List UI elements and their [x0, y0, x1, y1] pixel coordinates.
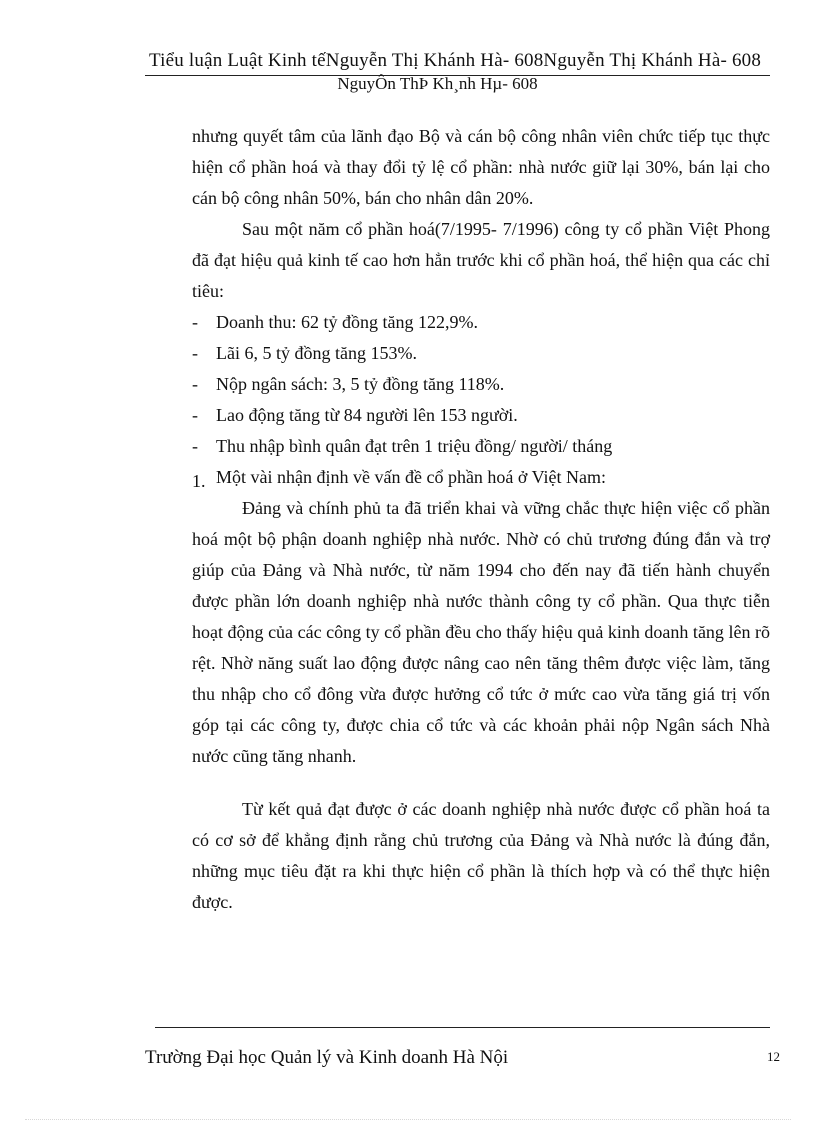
page-footer	[145, 1027, 780, 1068]
list-item	[192, 400, 770, 431]
page-number: 12	[767, 1049, 780, 1064]
bullet-marker: -	[192, 405, 198, 425]
list-item-text: Nộp ngân sách: 3, 5 tỷ đồng tăng 118%.	[216, 374, 505, 394]
bullet-marker: -	[192, 312, 198, 332]
bullet-marker: -	[192, 343, 198, 363]
paragraph-assessment: Đảng và chính phủ ta đã triển khai và vững chắc thực hiện việc cổ phần hoá một bộ phận doanh nghiệp nhà nước. Nhờ có chủ trương đúng đắn và trợ giúp của Đảng và Nhà nước, từ năm 1994 cho đến nay đã tiến hành chuyển được phần lớn doanh nghiệp nhà nước thành công ty cổ phần. Qua thực tiễn hoạt động của các công ty cổ phần đều cho thấy hiệu quả kinh doanh tăng lên rõ rệt. Nhờ năng suất lao động được nâng cao nên tăng thêm được việc làm, tăng thu nhập cho cổ đông vừa được hưởng cổ tức ở mức cao vừa tăng giá trị vốn góp tại các công ty, được chia cổ tức và các khoản phải nộp Ngân sách Nhà nước cũng tăng nhanh.	[192, 498, 770, 766]
list-item	[192, 307, 770, 338]
list-item	[192, 431, 770, 462]
page-header	[145, 50, 770, 94]
list-item-text: Lãi 6, 5 tỷ đồng tăng 153%.	[216, 343, 417, 363]
list-item-text: Doanh thu: 62 tỷ đồng tăng 122,9%.	[216, 312, 478, 332]
list-item-text: Lao động tăng từ 84 người lên 153 người.	[216, 405, 518, 425]
list-item	[192, 369, 770, 400]
paragraph-conclusion: Từ kết quả đạt được ở các doanh nghiệp nhà nước được cổ phần hoá ta có cơ sở để khẳng định rằng chủ trương của Đảng và Nhà nước là đúng đắn, những mục tiêu đặt ra khi thực hiện cổ phần là thích hợp và có thể thực hiện được.	[192, 799, 770, 912]
section-title: Một vài nhận định về vấn đề cổ phần hoá ở Việt Nam:	[216, 467, 607, 487]
list-item-text: Thu nhập bình quân đạt trên 1 triệu đồng/ người/ tháng	[216, 436, 613, 456]
paragraph-results-intro: Sau một năm cổ phần hoá(7/1995- 7/1996) công ty cổ phần Việt Phong đã đạt hiệu quả kinh tế cao hơn hẳn trước khi cổ phần hoá, thể hiện qua các chỉ tiêu:	[192, 219, 770, 301]
paragraph-continuation: nhưng quyết tâm của lãnh đạo Bộ và cán bộ công nhân viên chức tiếp tục thực hiện cổ phần hoá và thay đổi tỷ lệ cổ phần: nhà nước giữ lại 30%, bán lại cho cán bộ công nhân 50%, bán cho nhân dân 20%.	[192, 126, 770, 208]
bullet-marker: -	[192, 436, 198, 456]
page-edge-dots	[25, 1119, 791, 1120]
paragraph-spacer	[192, 772, 770, 794]
header-title: Tiểu luận Luật Kinh tếNguyễn Thị Khánh Hà- 608Nguyễn Thị Khánh Hà- 608	[149, 50, 762, 71]
list-item	[192, 338, 770, 369]
bullet-marker: -	[192, 374, 198, 394]
footer-rule	[155, 1027, 770, 1028]
document-body	[192, 121, 770, 918]
footer-school: Trường Đại học Quản lý và Kinh doanh Hà Nội	[145, 1047, 509, 1068]
section-heading	[192, 462, 770, 493]
section-number: 1.	[192, 471, 206, 491]
header-author: NguyÔn ThÞ Kh¸nh Hµ- 608	[337, 74, 538, 93]
